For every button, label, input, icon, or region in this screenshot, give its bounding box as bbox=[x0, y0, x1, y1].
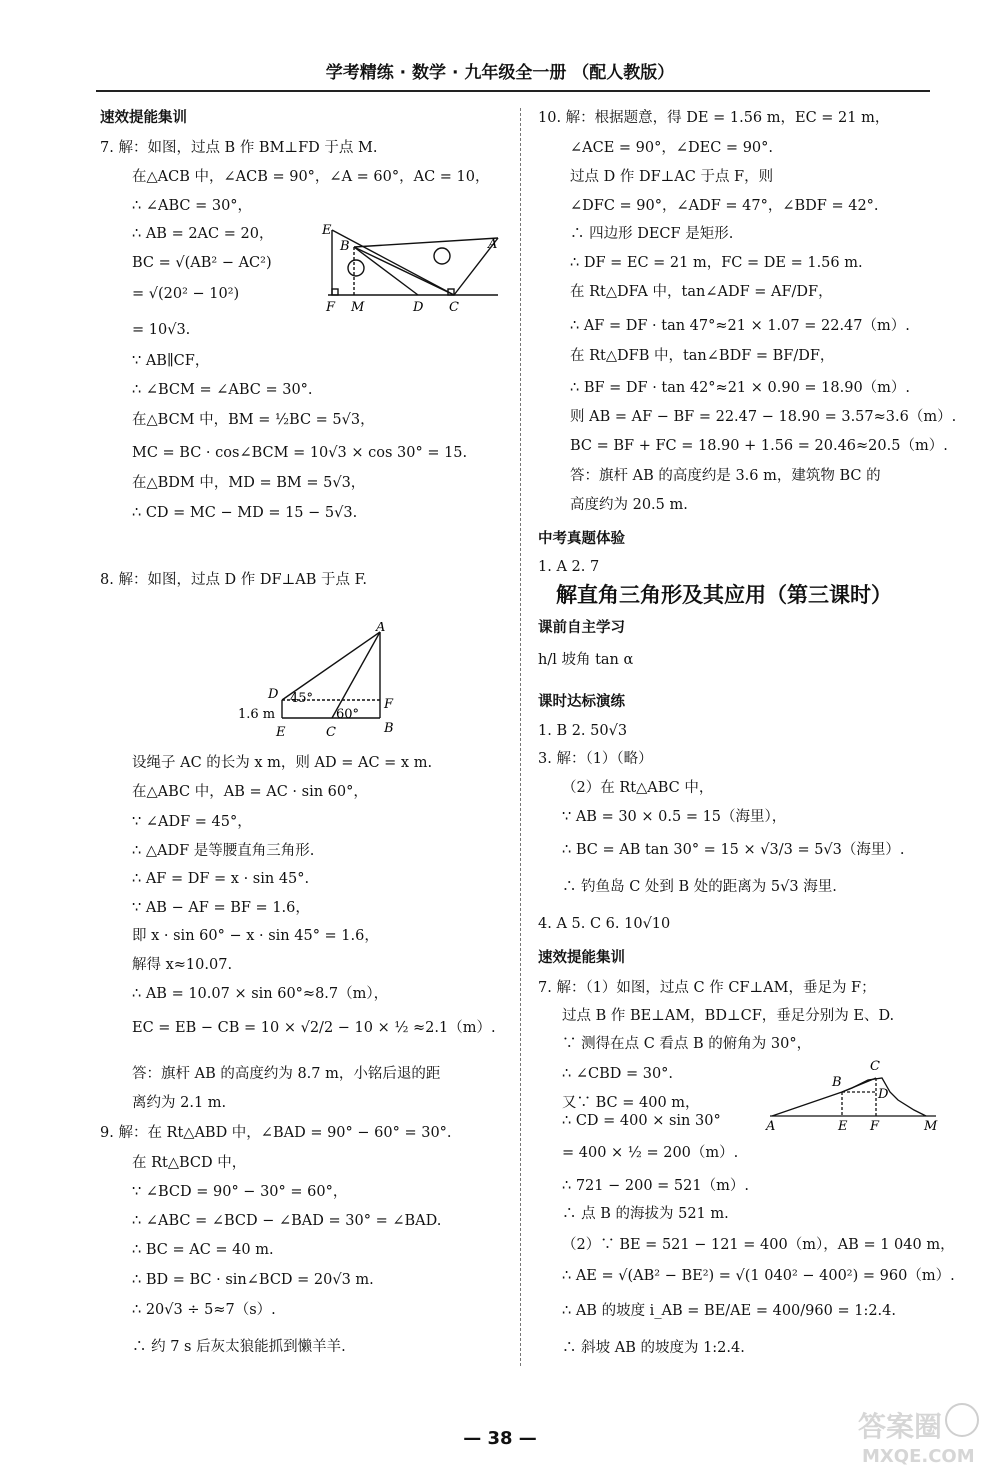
angle-45: 45° bbox=[290, 691, 314, 706]
watermark-url: MXQE.COM bbox=[862, 1446, 975, 1467]
section-heading: 速效提能集训 bbox=[538, 950, 625, 966]
solution-line: ∴ 20√3 ÷ 5≈7（s）. bbox=[132, 1302, 276, 1318]
solution-line: ∴ 钓鱼岛 C 处到 B 处的距离为 5√3 海里. bbox=[562, 879, 837, 895]
label-F: F bbox=[384, 697, 394, 712]
solution-line: 在 Rt△DFA 中，tan∠ADF = AF/DF， bbox=[570, 284, 833, 300]
section-heading: 课前自主学习 bbox=[538, 620, 625, 636]
label-M: M bbox=[351, 300, 365, 315]
page-header: 学考精练 · 数学 · 九年级全一册 （配人教版） bbox=[325, 63, 675, 83]
label-B: B bbox=[340, 239, 350, 254]
solution-line: ∴ CD = 400 × sin 30° bbox=[562, 1113, 721, 1129]
label-M: M bbox=[924, 1119, 938, 1132]
question-line: 7. 解：如图，过点 B 作 BM⊥FD 于点 M. bbox=[100, 140, 378, 156]
label-A: A bbox=[376, 622, 386, 635]
solution-line: ∴ △ADF 是等腰直角三角形. bbox=[132, 843, 315, 859]
solution-line: 即 x · sin 60° − x · sin 45° = 1.6， bbox=[132, 928, 379, 944]
solution-line: 离约为 2.1 m. bbox=[132, 1095, 227, 1111]
solution-line: ∴ AB = 2AC = 20， bbox=[132, 226, 274, 242]
label-F: F bbox=[326, 300, 336, 315]
question-line: 10. 解：根据题意，得 DE = 1.56 m，EC = 21 m， bbox=[538, 110, 890, 126]
solution-line: ∴ BF = DF · tan 42°≈21 × 0.90 = 18.90（m）. bbox=[570, 380, 911, 396]
label-C: C bbox=[326, 725, 336, 740]
label-A: A bbox=[766, 1119, 776, 1132]
height-label: 1.6 m bbox=[238, 707, 276, 722]
solution-line: ∵ ∠BCD = 90° − 30° = 60°， bbox=[132, 1184, 348, 1200]
solution-line: ∴ 点 B 的海拔为 521 m. bbox=[562, 1206, 729, 1222]
label-E: E bbox=[322, 223, 332, 238]
label-C: C bbox=[870, 1059, 880, 1074]
solution-line: ∴ 约 7 s 后灰太狼能抓到懒羊羊. bbox=[132, 1339, 346, 1355]
solution-line: 过点 D 作 DF⊥AC 于点 F，则 bbox=[570, 169, 774, 185]
solution-line: MC = BC · cos∠BCM = 10√3 × cos 30° = 15. bbox=[132, 445, 468, 461]
question-line: h/l 坡角 tan α bbox=[538, 652, 634, 668]
solution-line: ∴ ∠ABC = ∠BCD − ∠BAD = 30° = ∠BAD. bbox=[132, 1213, 442, 1229]
header-rule bbox=[96, 90, 930, 92]
column-divider bbox=[520, 108, 521, 1366]
solution-line: 则 AB = AF − BF = 22.47 − 18.90 = 3.57≈3.6（m）. bbox=[570, 409, 957, 425]
solution-line: ∵ ∠ADF = 45°， bbox=[132, 814, 252, 830]
solution-line: 高度约为 20.5 m. bbox=[570, 497, 688, 513]
angle-60: 60° bbox=[336, 707, 360, 722]
solution-line: ∵ AB = 30 × 0.5 = 15（海里）， bbox=[562, 809, 787, 825]
solution-line: ∴ BD = BC · sin∠BCD = 20√3 m. bbox=[132, 1272, 374, 1288]
question-line: 7. 解：（1）如图，过点 C 作 CF⊥AM，垂足为 F； bbox=[538, 980, 876, 996]
solution-line: 在△BCM 中，BM = ½BC = 5√3， bbox=[132, 412, 375, 428]
solution-line: （2）在 Rt△ABC 中， bbox=[562, 780, 714, 796]
solution-line: ∵ AB − AF = BF = 1.6， bbox=[132, 900, 310, 916]
solution-line: ∴ AE = √(AB² − BE²) = √(1 040² − 400²) = 960（m）. bbox=[562, 1268, 955, 1284]
solution-line: = 10√3. bbox=[132, 322, 191, 338]
solution-line: 在 Rt△DFB 中，tan∠BDF = BF/DF， bbox=[570, 348, 835, 364]
question-line: 4. A 5. C 6. 10√10 bbox=[538, 916, 671, 932]
solution-line: ∴ DF = EC = 21 m，FC = DE = 1.56 m. bbox=[570, 255, 863, 271]
solution-line: 在△BDM 中，MD = BM = 5√3， bbox=[132, 475, 366, 491]
solution-line: 在△ABC 中，AB = AC · sin 60°， bbox=[132, 784, 368, 800]
solution-line: BC = √(AB² − AC²) bbox=[132, 255, 272, 271]
question-line: 1. B 2. 50√3 bbox=[538, 723, 628, 739]
solution-line: 答：旗杆 AB 的高度约是 3.6 m，建筑物 BC 的 bbox=[570, 468, 881, 484]
section-heading: 课时达标演练 bbox=[538, 694, 625, 710]
solution-line: ∠ACE = 90°，∠DEC = 90°. bbox=[570, 140, 773, 156]
solution-line: （2）∵ BE = 521 − 121 = 400（m），AB = 1 040 m， bbox=[562, 1237, 955, 1253]
solution-line: ∴ 721 − 200 = 521（m）. bbox=[562, 1178, 749, 1194]
figure-slope bbox=[764, 1052, 944, 1132]
section-heading: 速效提能集训 bbox=[100, 110, 187, 126]
solution-line: ∴ AB 的坡度 i_AB = BE/AE = 400/960 = 1:2.4. bbox=[562, 1303, 896, 1319]
solution-line: ∴ AB = 10.07 × sin 60°≈8.7（m）， bbox=[132, 986, 389, 1002]
solution-line: 解得 x≈10.07. bbox=[132, 957, 233, 973]
watermark-text: 答案圈 bbox=[858, 1410, 943, 1443]
solution-line: ∴ BC = AB tan 30° = 15 × √3/3 = 5√3（海里）. bbox=[562, 842, 905, 858]
question-line: 3. 解：（1）（略） bbox=[538, 751, 653, 767]
question-line: 8. 解：如图，过点 D 作 DF⊥AB 于点 F. bbox=[100, 572, 367, 588]
label-E: E bbox=[276, 725, 286, 740]
figure-problem-7 bbox=[318, 220, 508, 315]
solution-line: ∵ 测得在点 C 看点 B 的俯角为 30°， bbox=[562, 1036, 812, 1052]
solution-line: 过点 B 作 BE⊥AM，BD⊥CF，垂足分别为 E、D. bbox=[562, 1008, 895, 1024]
solution-line: ∴ 四边形 DECF 是矩形. bbox=[570, 226, 734, 242]
solution-line: ∴ AF = DF · tan 47°≈21 × 1.07 = 22.47（m）. bbox=[570, 318, 910, 334]
solution-line: ∴ 斜坡 AB 的坡度为 1:2.4. bbox=[562, 1340, 745, 1356]
solution-line: 又∵ BC = 400 m， bbox=[562, 1095, 700, 1111]
label-D: D bbox=[413, 300, 424, 315]
solution-line: ∴ ∠CBD = 30°. bbox=[562, 1066, 674, 1082]
label-D: D bbox=[268, 687, 279, 702]
figure-problem-8 bbox=[228, 622, 428, 742]
solution-line: ∴ ∠ABC = 30°， bbox=[132, 198, 253, 214]
label-F: F bbox=[870, 1119, 880, 1132]
solution-line: ∴ ∠BCM = ∠ABC = 30°. bbox=[132, 382, 313, 398]
solution-line: ∠DFC = 90°，∠ADF = 47°，∠BDF = 42°. bbox=[570, 198, 879, 214]
solution-line: ∴ AF = DF = x · sin 45°. bbox=[132, 871, 310, 887]
label-A: A bbox=[488, 237, 498, 252]
label-C: C bbox=[449, 300, 459, 315]
solution-line: ∴ CD = MC − MD = 15 − 5√3. bbox=[132, 505, 358, 521]
solution-line: EC = EB − CB = 10 × √2/2 − 10 × ½ ≈2.1（m）. bbox=[132, 1020, 496, 1036]
solution-line: BC = BF + FC = 18.90 + 1.56 = 20.46≈20.5（m）. bbox=[570, 438, 948, 454]
solution-line: 在△ACB 中，∠ACB = 90°，∠A = 60°，AC = 10， bbox=[132, 169, 490, 185]
solution-line: 设绳子 AC 的长为 x m，则 AD = AC = x m. bbox=[132, 755, 433, 771]
lesson-title: 解直角三角形及其应用（第三课时） bbox=[556, 583, 892, 607]
section-heading: 中考真题体验 bbox=[538, 531, 625, 547]
watermark-logo bbox=[850, 1400, 990, 1470]
solution-line: = √(20² − 10²) bbox=[132, 286, 240, 302]
solution-line: = 400 × ½ = 200（m）. bbox=[562, 1145, 739, 1161]
solution-line: 在 Rt△BCD 中， bbox=[132, 1155, 247, 1171]
question-line: 1. A 2. 7 bbox=[538, 559, 600, 575]
label-B: B bbox=[832, 1075, 842, 1090]
page-number: — 38 — bbox=[463, 1428, 537, 1449]
label-B: B bbox=[384, 721, 394, 736]
label-D: D bbox=[878, 1087, 889, 1102]
question-line: 9. 解：在 Rt△ABD 中，∠BAD = 90° − 60° = 30°. bbox=[100, 1125, 452, 1141]
solution-line: 答：旗杆 AB 的高度约为 8.7 m，小铭后退的距 bbox=[132, 1066, 441, 1082]
solution-line: ∴ BC = AC = 40 m. bbox=[132, 1242, 274, 1258]
solution-line: ∵ AB∥CF， bbox=[132, 353, 210, 369]
label-E: E bbox=[838, 1119, 848, 1132]
